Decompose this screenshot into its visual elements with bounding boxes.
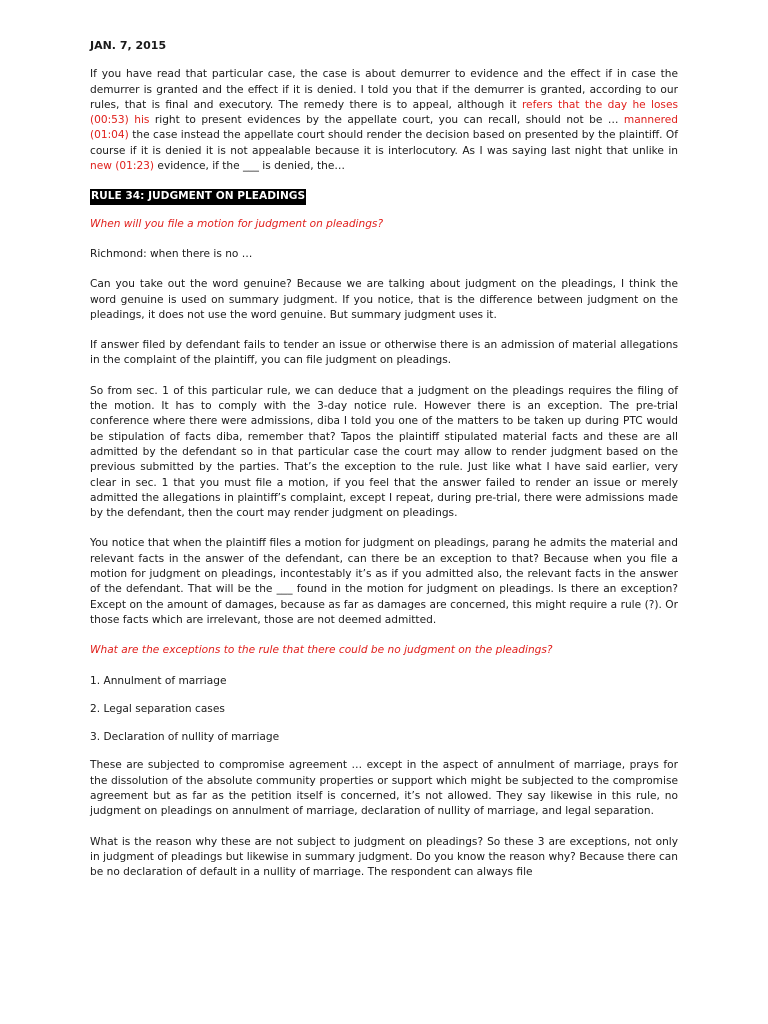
paragraph-text: If you have read that particular case, the case is about demurrer to evidence and the effect if in case the demurrer is granted and the effect if it is denied. I told you that if the demurrer is granted, according to our rules, that is final and executory. The remedy there is to appeal, although it [90,68,678,111]
question-motion-judgment: When will you file a motion for judgment on pleadings? [90,217,384,230]
red-transcript-note: new (01:23) [90,160,155,173]
list-item: 1. Annulment of marriage [90,674,227,687]
document-page [90,38,678,895]
red-transcript-note: mannered (01:04) [90,114,678,142]
red-transcript-note: refers that the day he loses (00:53) his [90,98,678,127]
paragraph-reason: What is the reason why these are not subject to judgment on pleadings? So these 3 are exceptions, not only in judgment of pleadings but likewise in summary judgment. Do you know the reason why? Because there can be no declaration of default in a nullity of marriage. The respondent can always file [90,835,678,879]
paragraph-plaintiff-admits: You notice that when the plaintiff files a motion for judgment on pleadings, parang he admits the material and relevant facts in the answer of the defendant, can there be an exception to that? Because when you file a motion for judgment on pleadings, incontestably it’s as if you admitted also, the relevant facts in the answer of the defendant. That will be the ___ found in the motion for judgment on pleadings. Is there an exception? Except on the amount of damages, because as far as damages are concerned, this might require a rule (?). Or those facts which are irrelevant, those are not deemed admitted. [90,537,678,626]
paragraph-richmond: Richmond: when there is no … [90,247,253,260]
document-date: JAN. 7, 2015 [90,39,167,52]
question-exceptions: What are the exceptions to the rule that there could be no judgment on the pleadings? [90,644,553,657]
paragraph-text: right to present evidences by the appellate court, you can recall, should not be … [149,114,624,127]
paragraph-demurrer [90,67,678,174]
section-heading: RULE 34: JUDGMENT ON PLEADINGS [90,189,306,204]
paragraph-sec-1: So from sec. 1 of this particular rule, we can deduce that a judgment on the pleadings requires the filing of the motion. It has to comply with the 3-day notice rule. However there is an exception. The pre-trial conference where there were admissions, diba I told you one of the matters to be taken up during PTC would be stipulation of facts diba, remember that? Tapos the plaintiff stipulated material facts and these are all admitted by the defendant so in that particular case the court may allow to render judgment based on the previous submitted by the parties. That’s the exception to the rule. Just like what I have said earlier, very clear in sec. 1 that you must file a motion, if you feel that the answer failed to render an issue or merely admitted the allegations in plaintiff’s complaint, except I repeat, during pre-trial, there were admissions made by the defendant, then the court may render judgment on pleadings. [90,384,678,520]
section-heading-wrapper [90,189,678,216]
paragraph-genuine: Can you take out the word genuine? Because we are talking about judgment on the pleadings, I think the word genuine is used on summary judgment. If you notice, that is the difference between judgment on the pleadings, it does not use the word genuine. But summary judgment uses it. [90,278,678,321]
list-item: 2. Legal separation cases [90,702,225,715]
paragraph-text: evidence, if the ___ is denied, the… [154,160,345,173]
paragraph-answer-filed: If answer filed by defendant fails to tender an issue or otherwise there is an admission of material allegations in the complaint of the plaintiff, you can file judgment on pleadings. [90,339,678,367]
list-item: 3. Declaration of nullity of marriage [90,731,280,744]
paragraph-compromise: These are subjected to compromise agreement … except in the aspect of annulment of marriage, prays for the dissolution of the absolute community properties or support which might be subjected to the compromise agreement but as far as the petition itself is concerned, it’s not allowed. They say likewise in this rule, no judgment on pleadings on annulment of marriage, declaration of nullity of marriage, and legal separation. [90,759,678,818]
paragraph-text: the case instead the appellate court should render the decision based on presented by the plaintiff. Of course if it is denied it is not appealable because it is interlocutory. As I was saying last night that unlike in [90,129,678,157]
